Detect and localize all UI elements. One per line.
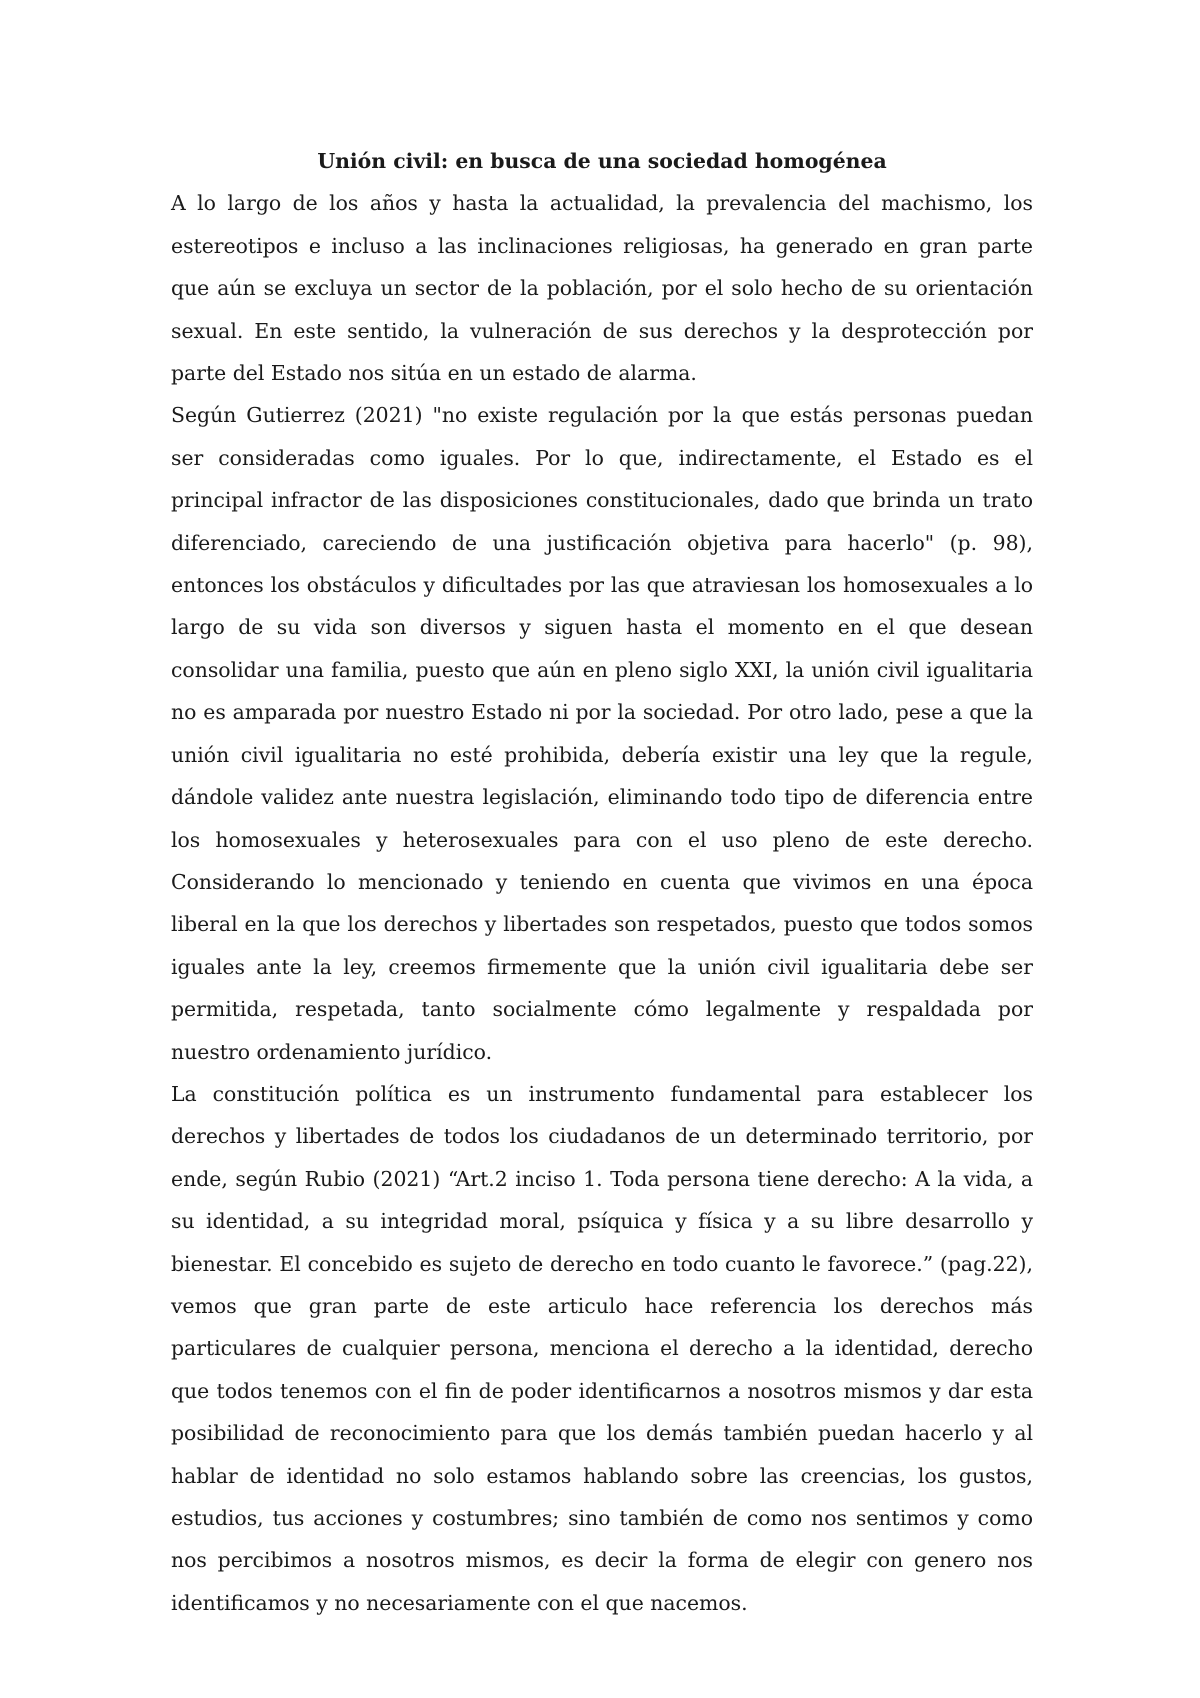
paragraph-2: Según Gutierrez (2021) "no existe regulación por la que estás personas puedan ser consideradas como iguales. Por lo que, indirectamente, el Estado es el principal infractor de las disposiciones constitucionales, dado que brinda un trato diferenciado, careciendo de una justificación objetiva para hacerlo" (p. 98), entonces los obstáculos y dificultades por las que atraviesan los homosexuales a lo largo de su vida son diversos y siguen hasta el momento en el que desean consolidar una familia, puesto que aún en pleno siglo XXI, la unión civil igualitaria no es amparada por nuestro Estado ni por la sociedad. Por otro lado, pese a que la unión civil igualitaria no esté prohibida, debería existir una ley que la regule, dándole validez ante nuestra legislación, eliminando todo tipo de diferencia entre los homosexuales y heterosexuales para con el uso pleno de este derecho. Considerando lo mencionado y teniendo en cuenta que vivimos en una época liberal en la que los derechos y libertades son respetados, puesto que todos somos iguales ante la ley, creemos firmemente que la unión civil igualitaria debe ser permitida, respetada, tanto socialmente cómo legalmente y respaldada por nuestro ordenamiento jurídico. bbox=[171, 403, 1033, 1064]
paragraph-1: A lo largo de los años y hasta la actualidad, la prevalencia del machismo, los estereotipos e incluso a las inclinaciones religiosas, ha generado en gran parte que aún se excluya un sector de la población, por el solo hecho de su orientación sexual. En este sentido, la vulneración de sus derechos y la desprotección por parte del Estado nos sitúa en un estado de alarma. bbox=[171, 191, 1033, 386]
document-title: Unión civil: en busca de una sociedad homogénea bbox=[317, 149, 887, 173]
document-body bbox=[171, 140, 1033, 1624]
paragraph-3: La constitución política es un instrumento fundamental para establecer los derechos y libertades de todos los ciudadanos de un determinado territorio, por ende, según Rubio (2021) “Art.2 inciso 1. Toda persona tiene derecho: A la vida, a su identidad, a su integridad moral, psíquica y física y a su libre desarrollo y bienestar. El concebido es sujeto de derecho en todo cuanto le favorece.” (pag.22), vemos que gran parte de este articulo hace referencia los derechos más particulares de cualquier persona, menciona el derecho a la identidad, derecho que todos tenemos con el fin de poder identificarnos a nosotros mismos y dar esta posibilidad de reconocimiento para que los demás también puedan hacerlo y al hablar de identidad no solo estamos hablando sobre las creencias, los gustos, estudios, tus acciones y costumbres; sino también de como nos sentimos y como nos percibimos a nosotros mismos, es decir la forma de elegir con genero nos identificamos y no necesariamente con el que nacemos. bbox=[171, 1081, 1033, 1615]
